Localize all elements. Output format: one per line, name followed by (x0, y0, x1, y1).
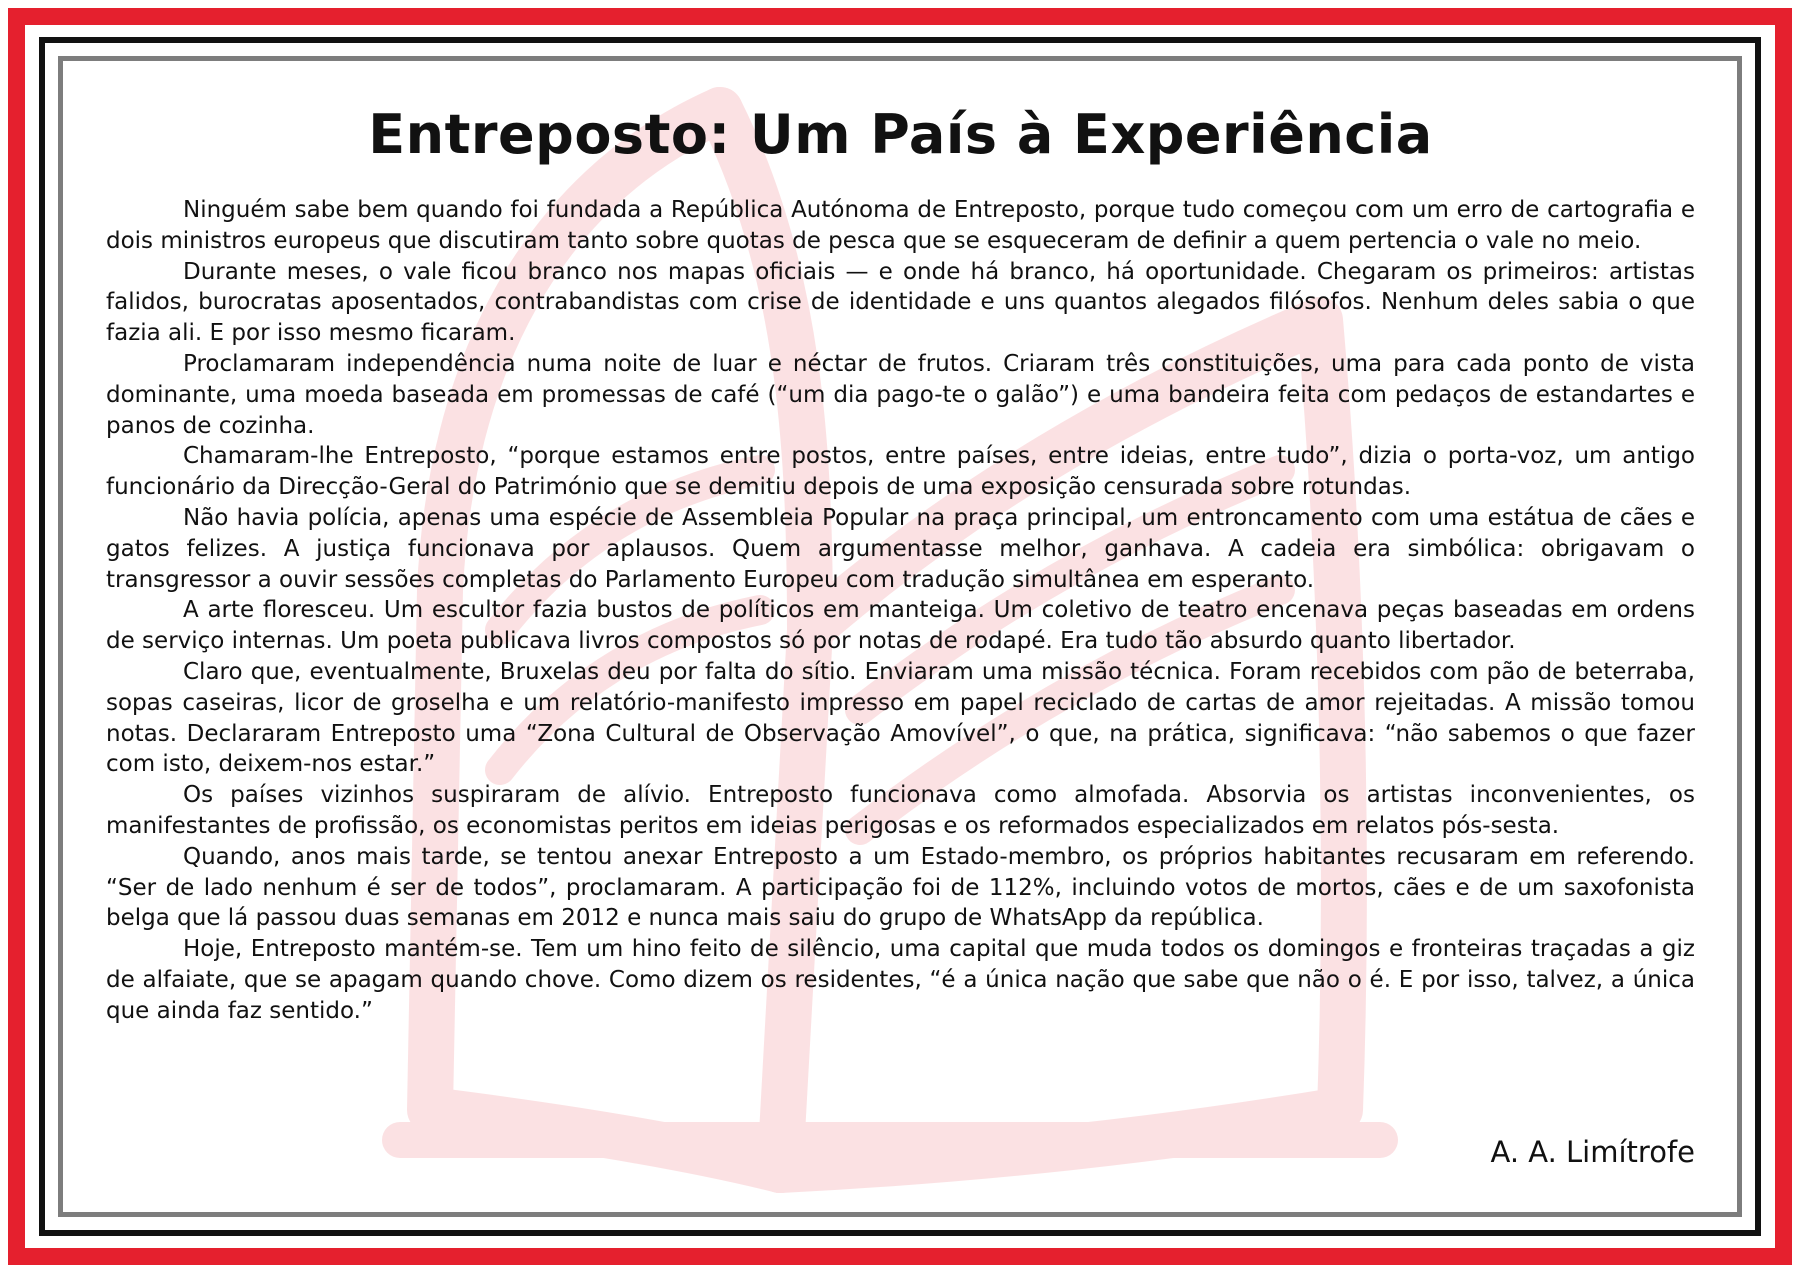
paragraph: Durante meses, o vale ficou branco nos mapas oficiais — e onde há branco, há oportunidade. Chegaram os primeiros: artistas falidos, burocratas aposentados, contrabandistas com crise de identidade e uns quantos alegados filósofos. Nenhum deles sabia o que fazia ali. E por isso mesmo ficaram. (106, 258, 1695, 347)
paragraph: Não havia polícia, apenas uma espécie de Assembleia Popular na praça principal, um entroncamento com uma estátua de cães e gatos felizes. A justiça funcionava por aplausos. Quem argumentasse melhor, ganhava. A cadeia era simbólica: obrigavam o transgressor a ouvir sessões completas do Parlamento Europeu com tradução simultânea em esperanto. (106, 504, 1695, 593)
paragraph: A arte floresceu. Um escultor fazia bustos de políticos em manteiga. Um coletivo de teatro encenava peças baseadas em ordens de serviço internas. Um poeta publicava livros compostos só por notas de rodapé. Era tudo tão absurdo quanto libertador. (106, 597, 1695, 655)
paragraph: Claro que, eventualmente, Bruxelas deu por falta do sítio. Enviaram uma missão técnica. Foram recebidos com pão de beterraba, sopas caseiras, licor de groselha e um relatório-manifesto impresso em papel reciclado de cartas de amor rejeitadas. A missão tomou notas. Declararam Entreposto uma “Zona Cultural de Observação Amovível”, o que, na prática, significava: “não sabemos o que fazer com isto, deixem-nos estar.” (106, 658, 1695, 778)
paragraph: Ninguém sabe bem quando foi fundada a República Autónoma de Entreposto, porque tudo começou com um erro de cartografia e dois ministros europeus que discutiram tanto sobre quotas de pesca que se esqueceram de definir a quem pertencia o vale no meio. (106, 197, 1695, 254)
document-title: Entreposto: Um País à Experiência (368, 103, 1433, 166)
author-signature: A. A. Limítrofe (1490, 1135, 1695, 1169)
paragraph: Os países vizinhos suspiraram de alívio. Entreposto funcionava como almofada. Absorvia os artistas inconvenientes, os manifestantes de profissão, os economistas peritos em ideias perigosas e os reformados especializados em relatos pós-sesta. (106, 782, 1695, 839)
document-content (106, 95, 1695, 1195)
paragraph: Proclamaram independência numa noite de luar e néctar de frutos. Criaram três constituições, uma para cada ponto de vista dominante, uma moeda baseada em promessas de café (“um dia pago-te o galão”) e uma bandeira feita com pedaços de estandartes e panos de cozinha. (106, 350, 1695, 439)
paragraph: Hoje, Entreposto mantém-se. Tem um hino feito de silêncio, uma capital que muda todos os domingos e fronteiras traçadas a giz de alfaiate, que se apagam quando chove. Como dizem os residentes, “é a única nação que sabe que não o é. E por isso, talvez, a única que ainda faz sentido.” (106, 936, 1695, 1024)
paragraph: Quando, anos mais tarde, se tentou anexar Entreposto a um Estado-membro, os próprios habitantes recusaram em referendo. “Ser de lado nenhum é ser de todos”, proclamaram. A participação foi de 112%, incluindo votos de mortos, cães e de um saxofonista belga que lá passou duas semanas em 2012 e nunca mais saiu do grupo de WhatsApp da república. (106, 843, 1695, 932)
paragraph: Chamaram-lhe Entreposto, “porque estamos entre postos, entre países, entre ideias, entre tudo”, dizia o porta-voz, um antigo funcionário da Direcção-Geral do Património que se demitiu depois de uma exposição censurada sobre rotundas. (106, 443, 1695, 501)
document-body (106, 195, 1695, 1027)
